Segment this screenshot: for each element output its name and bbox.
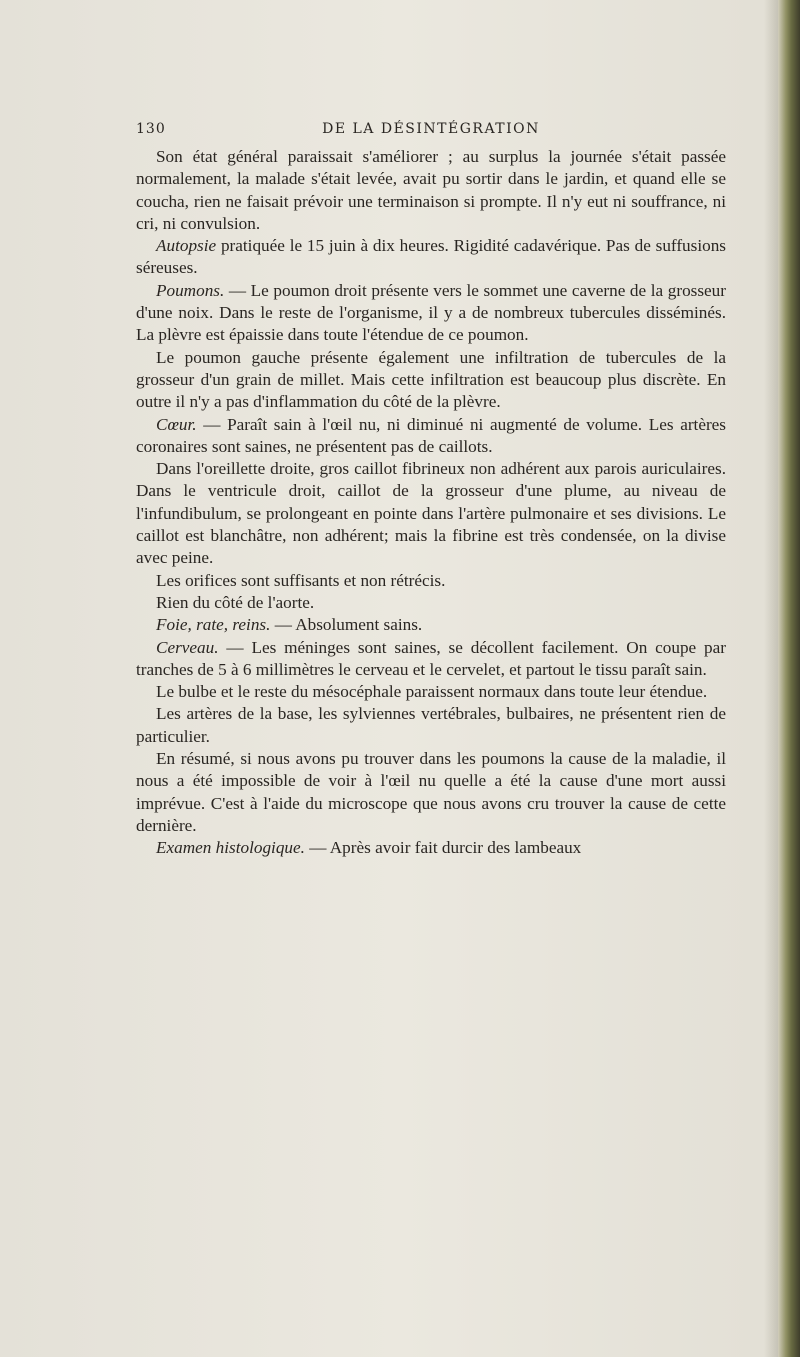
paragraph-text: Son état général paraissait s'améliorer ; au surplus la journée s'était passée normalement, la malade s'était levée, avait pu sortir dans le jardin, et quand elle se coucha, rien ne faisait prévoir une terminaison si prompte. Il n'y eut ni souffrance, ni cri, ni convulsion. [136, 147, 726, 233]
paragraph-lead: Cœur. [156, 414, 197, 434]
paragraph [136, 703, 726, 748]
paragraph-text: — Les méninges sont saines, se décollent facilement. On coupe par tranches de 5 à 6 millimètres le cerveau et le cervelet, et partout le tissu paraît sain. [136, 637, 726, 679]
paragraph [136, 458, 726, 569]
paragraph [136, 748, 726, 837]
paragraph-lead: Examen histologique. [156, 838, 305, 858]
paragraph-text: — Après avoir fait durcir des lambeaux [304, 838, 582, 858]
paragraph [136, 414, 726, 459]
paragraph-text: — Le poumon droit présente vers le sommet une caverne de la grosseur d'une noix. Dans le reste de l'organisme, il y a de nombreux tubercules disséminés. La plèvre est épaissie dans toute l'étendue de ce poumon. [136, 280, 726, 345]
paragraph [136, 837, 726, 859]
paragraph [136, 570, 726, 592]
body-text [136, 146, 726, 860]
paragraph-text: pratiquée le 15 juin à dix heures. Rigidité cadavérique. Pas de suffusions séreuses. [136, 236, 726, 278]
paragraph [136, 280, 726, 347]
page-edge [778, 0, 800, 1357]
paragraph-text: Dans l'oreillette droite, gros caillot fibrineux non adhérent aux parois auriculaires. Dans le ventricule droit, caillot de la grosseur d'une plume, au niveau de l'infundibulum, se prolongeant en pointe dans l'artère pulmonaire et ses divisions. Le caillot est blanchâtre, non adhérent; mais la fibrine est très condensée, on la divise avec peine. [136, 459, 726, 568]
running-header [136, 121, 726, 147]
paragraph-text: Les artères de la base, les sylviennes vertébrales, bulbaires, ne présentent rien de particulier. [136, 704, 726, 746]
paragraph-lead: Foie, rate, reins. [156, 615, 271, 635]
paragraph-text: Les orifices sont suffisants et non rétrécis. [156, 570, 446, 590]
paragraph [136, 681, 726, 703]
paragraph [136, 347, 726, 414]
paragraph [136, 592, 726, 614]
paragraph [136, 637, 726, 682]
paragraph-lead: Poumons. [156, 280, 225, 300]
page-edge-shadow [764, 0, 778, 1357]
paragraph [136, 235, 726, 280]
paragraph-lead: Cerveau. [156, 637, 219, 657]
paragraph-text: Rien du côté de l'aorte. [156, 592, 315, 612]
page-number: 130 [136, 121, 166, 137]
paragraph [136, 146, 726, 235]
paragraph-lead: Autopsie [156, 236, 217, 256]
paragraph [136, 614, 726, 636]
paragraph-text: — Paraît sain à l'œil nu, ni diminué ni augmenté de volume. Les artères coronaires sont saines, ne présentent pas de caillots. [136, 414, 726, 456]
paragraph-text: — Absolument sains. [270, 615, 423, 635]
paragraph-text: Le bulbe et le reste du mésocéphale paraissent normaux dans toute leur étendue. [156, 682, 708, 702]
paragraph-text: En résumé, si nous avons pu trouver dans les poumons la cause de la maladie, il nous a été impossible de voir à l'œil nu quelle a été la cause d'une mort aussi imprévue. C'est à l'aide du microscope que nous avons cru trouver la cause de cette dernière. [136, 749, 726, 835]
running-title: DE LA DÉSINTÉGRATION [322, 121, 540, 137]
paragraph-text: Le poumon gauche présente également une infiltration de tubercules de la grosseur d'un grain de millet. Mais cette infiltration est beaucoup plus discrète. En outre il n'y a pas d'inflammation du côté de la plèvre. [136, 347, 726, 412]
